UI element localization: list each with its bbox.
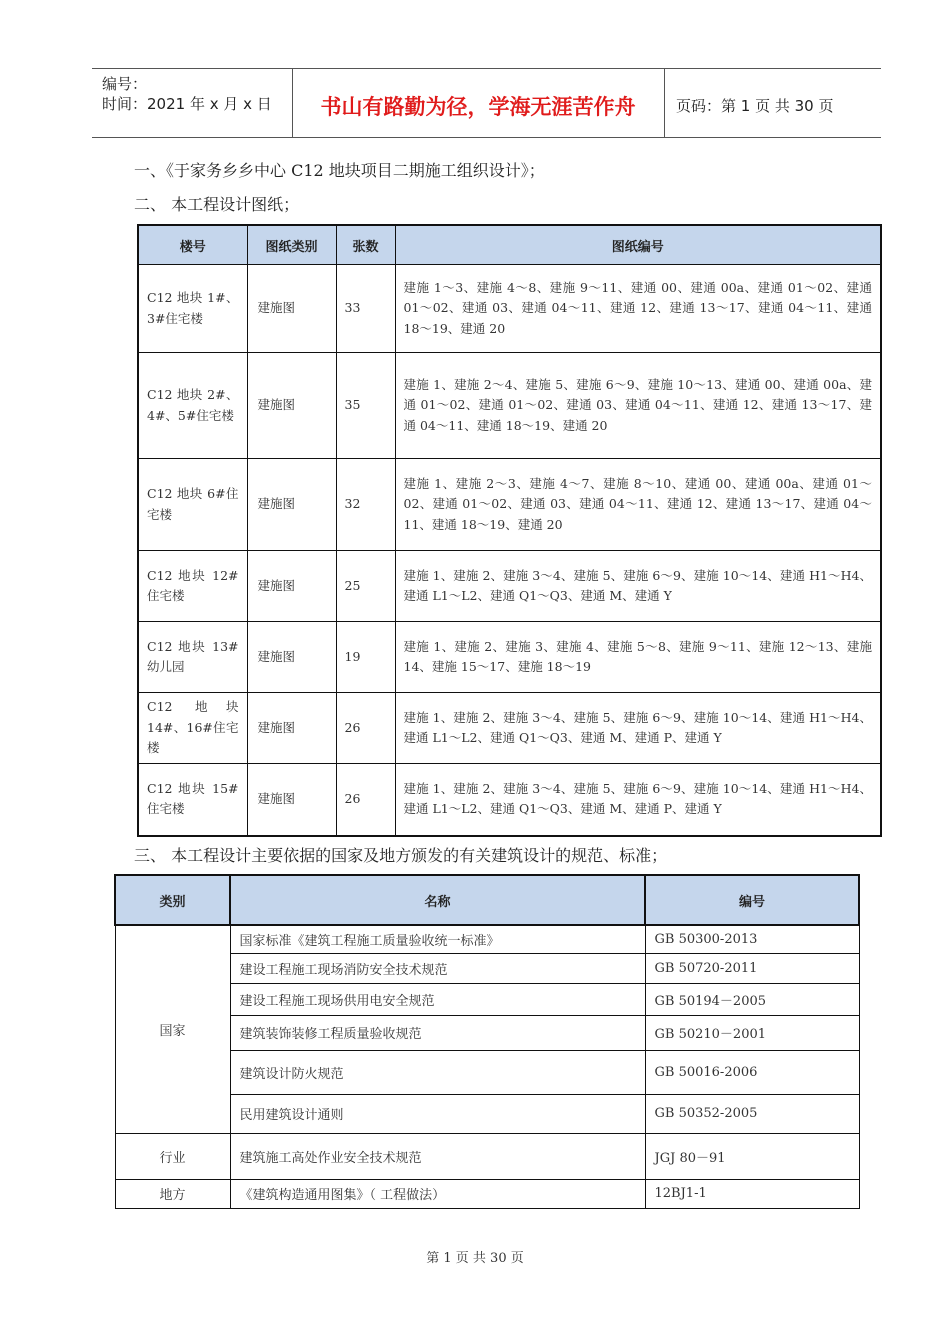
standard-name-cell: 《建筑构造通用图集》（ 工程做法） xyxy=(230,1179,645,1208)
building-cell: C12 地块 15#住宅楼 xyxy=(138,764,247,836)
column-header-code: 编号 xyxy=(645,875,859,925)
numbers-cell: 建施 1、建施 2、建施 3～4、建施 5、建施 6～9、建施 10～14、建通 H1～H4、建通 L1～L2、建通 Q1～Q3、建通 M、建通 P、建通 Y xyxy=(395,693,881,764)
numbers-cell: 建施 1、建施 2、建施 3～4、建施 5、建施 6～9、建施 10～14、建通 H1～H4、建通 L1～L2、建通 Q1～Q3、建通 M、建通 Y xyxy=(395,551,881,622)
column-header-count: 张数 xyxy=(336,225,395,265)
drawings-table xyxy=(137,224,882,837)
standards-table-header xyxy=(115,875,859,925)
table-row xyxy=(138,551,881,622)
page-header xyxy=(92,68,881,138)
building-cell: C12 地块 2#、4#、5#住宅楼 xyxy=(138,353,247,459)
category-cell: 国家 xyxy=(115,925,230,1133)
table-row xyxy=(138,693,881,764)
table-row xyxy=(138,353,881,459)
category-cell: 建施图 xyxy=(247,265,336,353)
category-cell: 地方 xyxy=(115,1179,230,1208)
building-cell: C12 地块 12#住宅楼 xyxy=(138,551,247,622)
standard-code-cell: GB 50300-2013 xyxy=(645,925,859,953)
standard-name-cell: 建筑装饰装修工程质量验收规范 xyxy=(230,1015,645,1050)
count-cell: 32 xyxy=(336,459,395,551)
numbers-cell: 建施 1、建施 2、建施 3、建施 4、建施 5～8、建施 9～11、建施 12～13、建施 14、建施 15～17、建施 18～19 xyxy=(395,622,881,693)
numbers-cell: 建施 1、建施 2～4、建施 5、建施 6～9、建施 10～13、建通 00、建通 00a、建通 01～02、建通 01～02、建通 03、建通 04～11、建通 12、建通 13～17、建通 04～11、建通 18～19、建通 20 xyxy=(395,353,881,459)
category-cell: 建施图 xyxy=(247,693,336,764)
standard-code-cell: GB 50016-2006 xyxy=(645,1050,859,1094)
building-cell: C12 地块 14#、16#住宅楼 xyxy=(138,693,247,764)
standard-code-cell: GB 50194－2005 xyxy=(645,983,859,1015)
heading-item-1: 一、《于家务乡乡中心 C12 地块项目二期施工组织设计》； xyxy=(134,161,545,180)
standard-code-cell: GB 50352-2005 xyxy=(645,1094,859,1133)
count-cell: 26 xyxy=(336,764,395,836)
numbers-cell: 建施 1～3、建施 4～8、建施 9～11、建通 00、建通 00a、建通 01～02、建通 01～02、建通 03、建通 04～11、建通 12、建通 13～17、建通 04～11、建通 18～19、建通 20 xyxy=(395,265,881,353)
table-row xyxy=(138,622,881,693)
standards-table xyxy=(114,874,860,1209)
header-page-cell xyxy=(664,69,881,137)
category-cell: 行业 xyxy=(115,1133,230,1179)
building-cell: C12 地块 1#、3#住宅楼 xyxy=(138,265,247,353)
standard-name-cell: 建筑设计防火规范 xyxy=(230,1050,645,1094)
category-cell: 建施图 xyxy=(247,764,336,836)
column-header-numbers: 图纸编号 xyxy=(395,225,881,265)
document-code-label: 编号： xyxy=(102,75,148,93)
numbers-cell: 建施 1、建施 2、建施 3～4、建施 5、建施 6～9、建施 10～14、建通 H1～H4、建通 L1～L2、建通 Q1～Q3、建通 M、建通 P、建通 Y xyxy=(395,764,881,836)
count-cell: 25 xyxy=(336,551,395,622)
motto-text: 书山有路勤为径，学海无涯苦作舟 xyxy=(320,95,636,119)
standard-name-cell: 民用建筑设计通则 xyxy=(230,1094,645,1133)
heading-item-2: 二、 本工程设计图纸； xyxy=(134,195,300,214)
standard-code-cell: JGJ 80－91 xyxy=(645,1133,859,1179)
standard-name-cell: 国家标准《建筑工程施工质量验收统一标准》 xyxy=(230,925,645,953)
standard-name-cell: 建设工程施工现场供用电安全规范 xyxy=(230,983,645,1015)
column-header-category: 图纸类别 xyxy=(247,225,336,265)
column-header-building: 楼号 xyxy=(138,225,247,265)
table-row xyxy=(138,764,881,836)
header-motto-cell xyxy=(292,69,665,137)
table-row xyxy=(138,265,881,353)
numbers-cell: 建施 1、建施 2～3、建施 4～7、建施 8～10、建通 00、建通 00a、建通 01～02、建通 01～02、建通 03、建通 04～11、建通 12、建通 13～17、建通 04～11、建通 18～19、建通 20 xyxy=(395,459,881,551)
standard-code-cell: GB 50720-2011 xyxy=(645,953,859,983)
document-time-label: 时间：2021 年 x 月 x 日 xyxy=(102,95,272,113)
count-cell: 35 xyxy=(336,353,395,459)
table-row xyxy=(115,925,859,953)
header-meta xyxy=(92,69,293,137)
table-row xyxy=(138,459,881,551)
page-footer: 第 1 页 共 30 页 xyxy=(426,1251,524,1266)
building-cell: C12 地块 13#幼儿园 xyxy=(138,622,247,693)
category-cell: 建施图 xyxy=(247,459,336,551)
standard-code-cell: GB 50210－2001 xyxy=(645,1015,859,1050)
category-cell: 建施图 xyxy=(247,551,336,622)
count-cell: 26 xyxy=(336,693,395,764)
building-cell: C12 地块 6#住宅楼 xyxy=(138,459,247,551)
page-info: 页码：第 1 页 共 30 页 xyxy=(676,97,834,115)
standard-name-cell: 建筑施工高处作业安全技术规范 xyxy=(230,1133,645,1179)
table-row xyxy=(115,1133,859,1179)
category-cell: 建施图 xyxy=(247,353,336,459)
drawings-table-header xyxy=(138,225,881,265)
count-cell: 19 xyxy=(336,622,395,693)
standard-name-cell: 建设工程施工现场消防安全技术规范 xyxy=(230,953,645,983)
category-cell: 建施图 xyxy=(247,622,336,693)
column-header-name: 名称 xyxy=(230,875,645,925)
heading-item-3: 三、 本工程设计主要依据的国家及地方颁发的有关建筑设计的规范、标准； xyxy=(134,846,668,865)
standard-code-cell: 12BJ1-1 xyxy=(645,1179,859,1208)
count-cell: 33 xyxy=(336,265,395,353)
table-row xyxy=(115,1179,859,1208)
column-header-category: 类别 xyxy=(115,875,230,925)
